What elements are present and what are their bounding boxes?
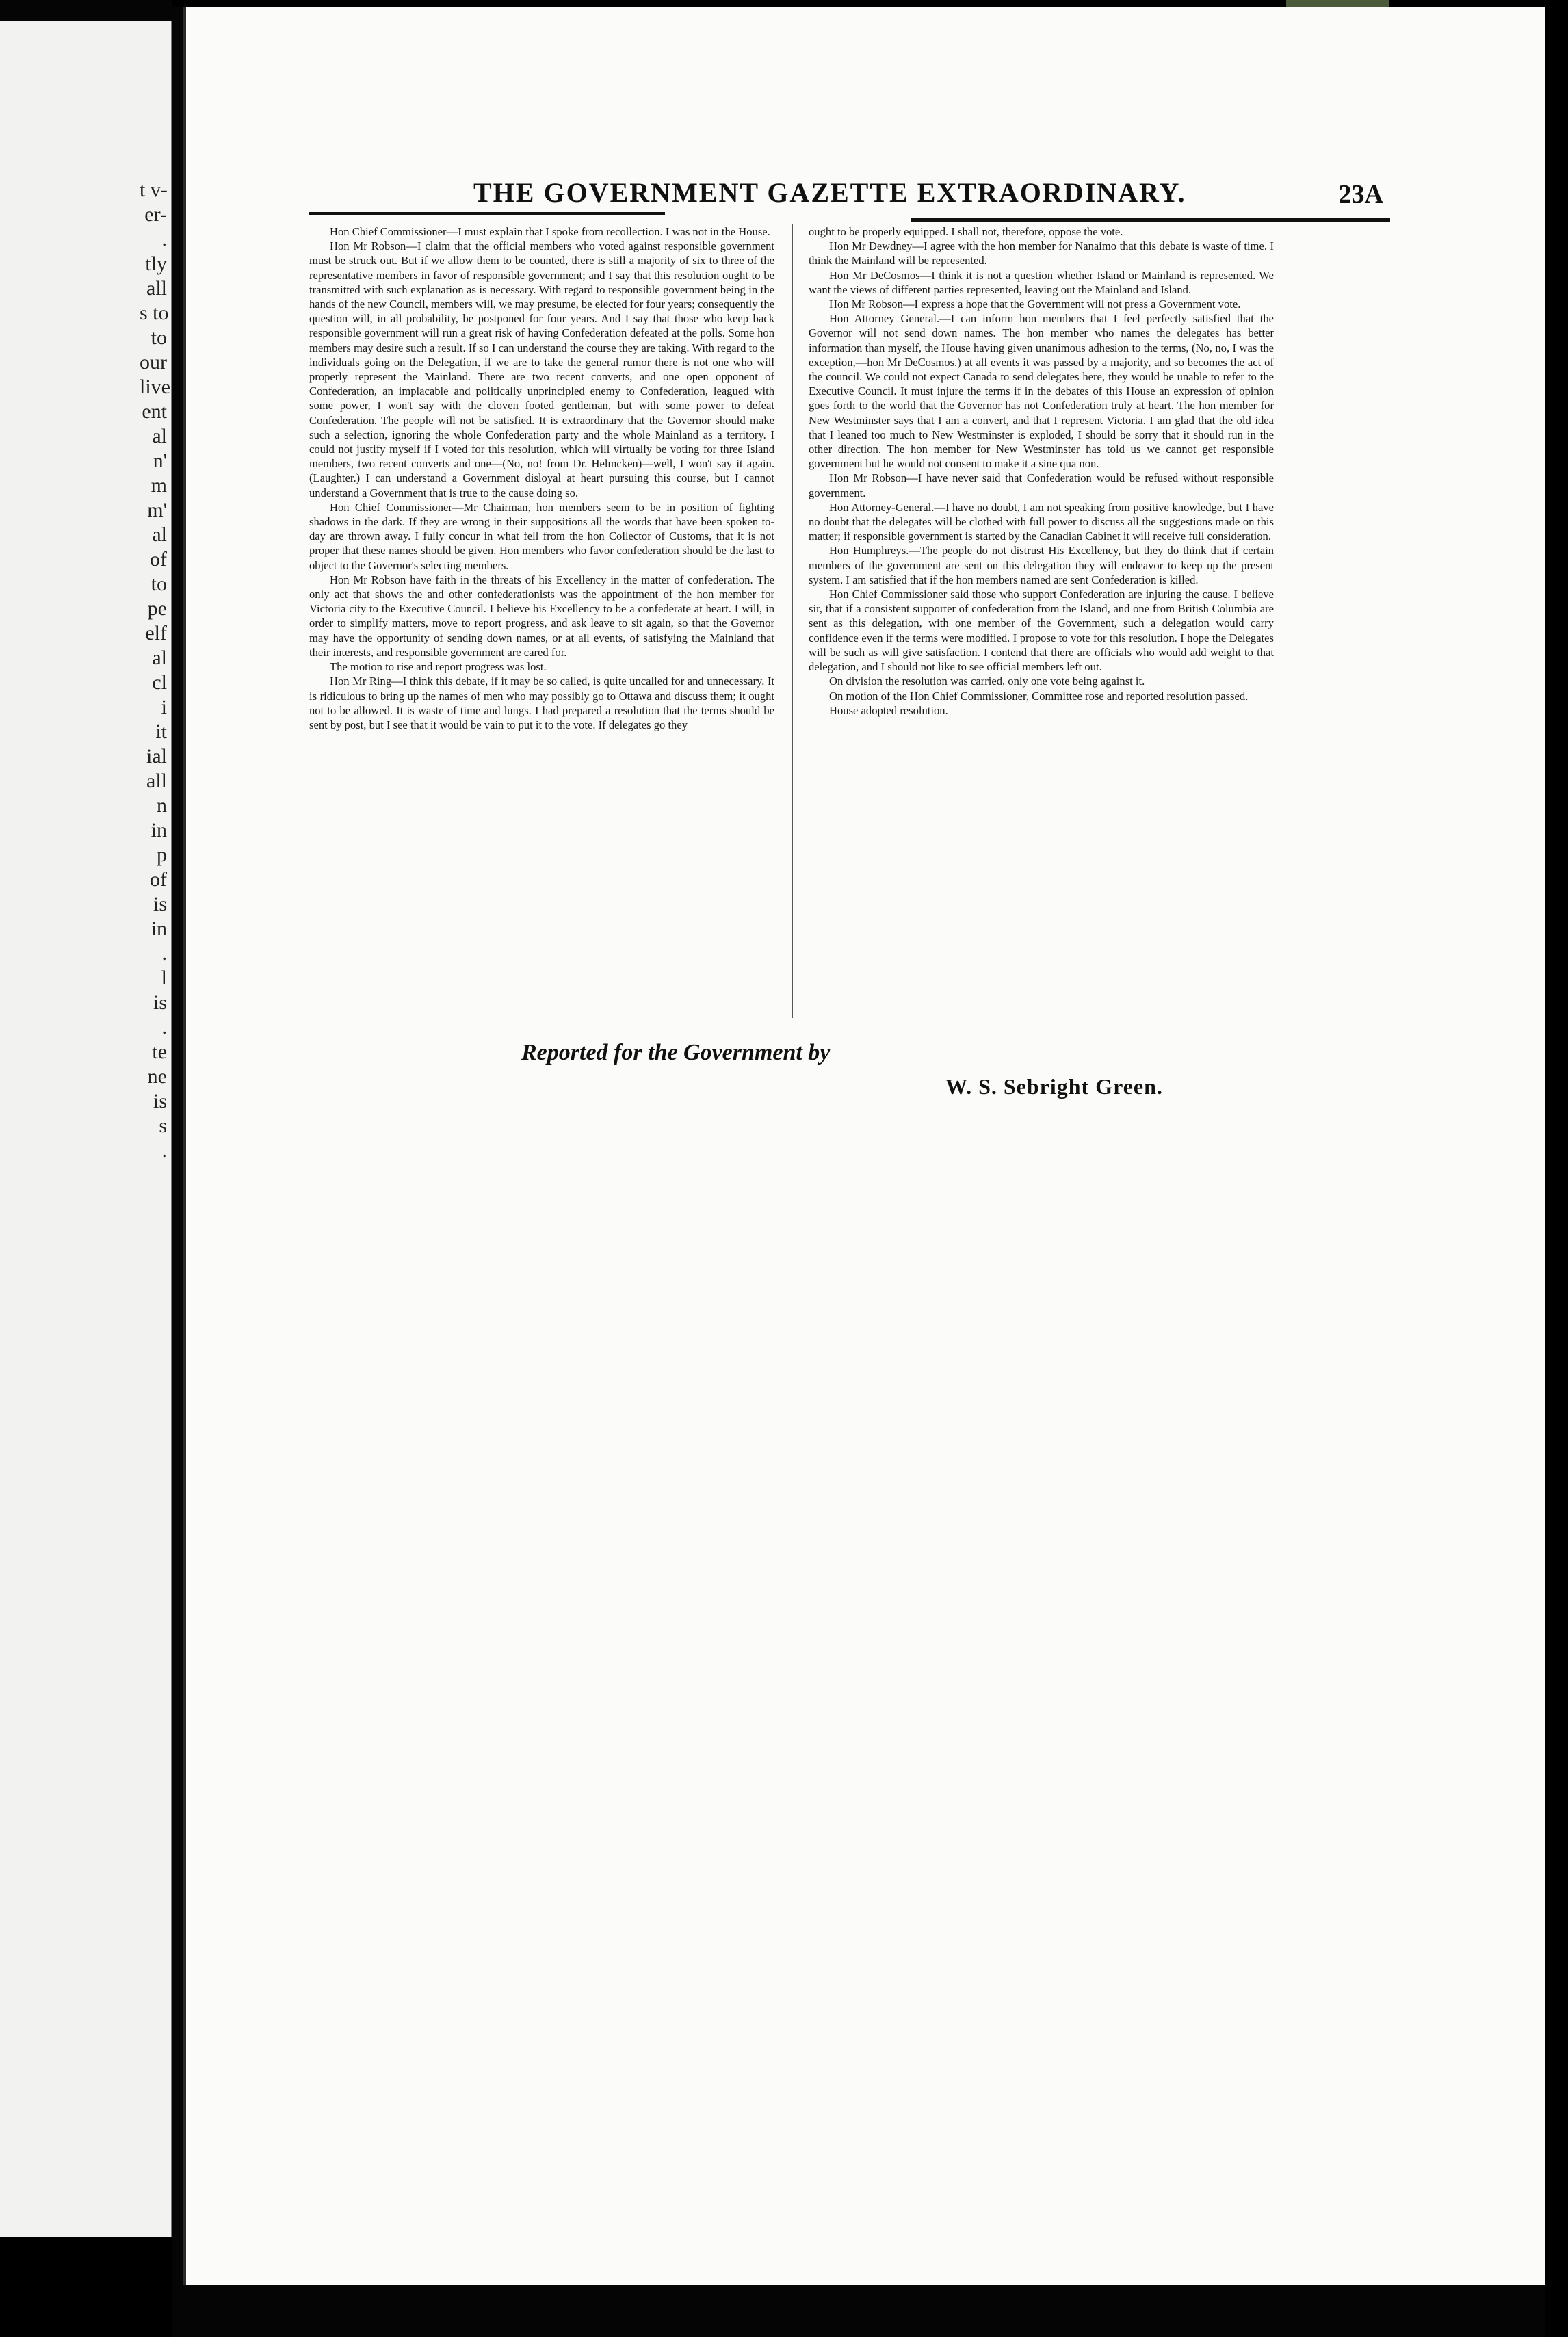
paragraph: Hon Humphreys.—The people do not distrust His Excellency, but they do think that if certain members of the government are sent on this delegation they will endeavor to keep up the present system. I am satisfied that if the hon members named are sent Confederation is killed. xyxy=(809,544,1274,586)
paragraph: Hon Mr Robson—I have never said that Confederation would be refused without responsible government. xyxy=(809,471,1274,499)
paragraph: Hon Mr Robson—I express a hope that the Government will not press a Government vote. xyxy=(829,298,1241,311)
column-divider xyxy=(792,224,793,1018)
scan-corner-mark xyxy=(1286,0,1389,7)
paragraph: The motion to rise and report progress was lost. xyxy=(330,660,547,674)
page-title: THE GOVERNMENT GAZETTE EXTRAORDINARY. xyxy=(473,177,1186,208)
paragraph: Hon Mr DeCosmos—I think it is not a question whether Island or Mainland is represented. We want the views of different parties represented, leaving out the Mainland and Island. xyxy=(809,268,1274,296)
paragraph: Hon Attorney-General.—I have no doubt, I am not speaking from positive knowledge, but I have no doubt that the delegates will be clothed with full power to discuss all the suggestions made on this matter; if responsible government is started by the Canadian Cabinet it will receive full consideration. xyxy=(809,500,1274,543)
header-rule-left xyxy=(309,212,665,215)
reporter-signature: W. S. Sebright Green. xyxy=(945,1074,1163,1099)
paragraph: ought to be properly equipped. I shall not, therefore, oppose the vote. xyxy=(809,225,1123,238)
paragraph: Hon Attorney General.—I can inform hon members that I feel perfectly satisfied that the Governor will not send down names. The hon member who names the delegates has better information than myself, the House having given unanimous adhesion to the terms, (No, no, I was the exception,—hon Mr DeCosmos.) at all events it was passed by a majority, and so becomes the act of the council. We could not expect Canada to send delegates here, they would be unable to refer to the Executive Council. It must injure the terms if in the debates of this House an expression of opinion goes forth to the world that the Governor has not Confederation truly at heart. The hon member for New Westminster says that I am a convert, and that I represent Victoria. I am glad that the old idea that I leaned too much to New Westminster is exploded, I should be sorry that it should run in the other direction. The hon member for New Westminster has told us we cannot get responsible government but he would not consent to make it a sine qua non. xyxy=(809,312,1274,471)
paragraph: Hon Chief Commissioner—I must explain that I spoke from recollection. I was not in the House. xyxy=(330,225,770,238)
page-number: 23A xyxy=(1338,180,1383,209)
adjacent-page-fragment xyxy=(0,21,172,2237)
reported-by-line: Reported for the Government by xyxy=(521,1040,831,1065)
right-column xyxy=(809,224,1274,1025)
paragraph: Hon Mr Ring—I think this debate, if it may be so called, is quite uncalled for and unnecessary. It is ridiculous to bring up the names of men who may possibly go to Ottawa and discuss them; it ought not to be allowed. It is waste of time and lungs. I had prepared a resolution that the terms should be sent by post, but I see that it would be vain to put it to the vote. If delegates go they xyxy=(309,675,774,731)
paragraph: Hon Mr Robson have faith in the threats of his Excellency in the matter of confederation. The only act that shows the and other confederationists was the appointment of the hon member for Victoria city to the Executive Council. I believe his Excellency to be a confederate at heart. I will, in order to simplify matters, move to report progress, and ask leave to sit again, so that the Governor may have the opportunity of sending down names, or at all events, of satisfying the Mainland that their interests, and responsible government are cared for. xyxy=(309,573,774,659)
header-rule-right xyxy=(911,218,1390,222)
scan-right-border xyxy=(1545,0,1568,2337)
adjacent-page-edge-text: t v- er- . tly all s to to our live ent al n' m m' al of to pe elf al cl i it ial all n in p of is in . l is . te ne is s . xyxy=(140,179,170,1162)
paragraph: On division the resolution was carried, only one vote being against it. xyxy=(829,675,1145,688)
paragraph: Hon Mr Robson—I claim that the official members who voted against responsible government must be struck out. But if we allow them to be counted, there is still a majority of six to three of the representative members in favor of responsible government; and I say that this resolution ought to be transmitted with such explanation as is necessary. With regard to responsible government being in the hands of the new Council, members will, we may presume, be elected for four years; consequently the question will, in all probability, be postponed for four years. And I say that those who keep back responsible government will run a great risk of having Confederation defeated at the polls. Some hon members may desire such a result. If so I can understand the course they are taking. With regard to the individuals going on the Delegation, if we are to take the general rumor there is not one who will properly represent the Mainland. There are two recent converts, and one open opponent of Confederation, an implacable and politically unprincipled enemy to Confederation, leagued with some power, I won't say with the cloven footed gentleman, but with some power to defeat Confederation. The people will not be satisfied. It is extraordinary that the Governor should make such a selection, ignoring the whole Confederation party and the whole Mainland as a territory. I could not justify myself if I voted for this resolution, which will virtually be voting for three Island members, two recent converts and one—(No, no! from Dr. Helmcken)—well, I won't say it again. (Laughter.) I can understand a Government disloyal at heart pursuing this course, but I cannot understand a Government that is true to the cause doing so. xyxy=(309,239,774,499)
paragraph: Hon Chief Commissioner said those who support Confederation are injuring the cause. I believe sir, that if a consistent supporter of confederation from the Island, and one from British Columbia are sent as this delegation, with one member of the Government, such a delegation would carry confidence even if the terms were modified. I propose to vote for this resolution. I hope the Delegates will be such as will give satisfaction. I contend that there are officials who would add weight to that delegation, and I should not like to see official members left out. xyxy=(809,588,1274,674)
paragraph: Hon Mr Dewdney—I agree with the hon member for Nanaimo that this debate is waste of time. I think the Mainland will be represented. xyxy=(809,239,1274,267)
gazette-page xyxy=(183,7,1545,2285)
page-header xyxy=(309,177,1390,215)
paragraph: Hon Chief Commissioner—Mr Chairman, hon members seem to be in position of fighting shadows in the dark. If they are wrong in their suppositions all the words that have been spoken to-day are thrown away. I fully concur in what fell from the hon Collector of Customs, that it is not proper that these names should be given. Hon members who favor confederation should be the last to object to the Governor's selecting members. xyxy=(309,500,774,572)
left-column xyxy=(309,224,774,1028)
paragraph: House adopted resolution. xyxy=(829,703,948,717)
article-columns xyxy=(309,224,1390,1032)
scan-bottom-left-border xyxy=(0,2237,172,2337)
paragraph: On motion of the Hon Chief Commissioner, Committee rose and reported resolution passed. xyxy=(829,689,1249,703)
